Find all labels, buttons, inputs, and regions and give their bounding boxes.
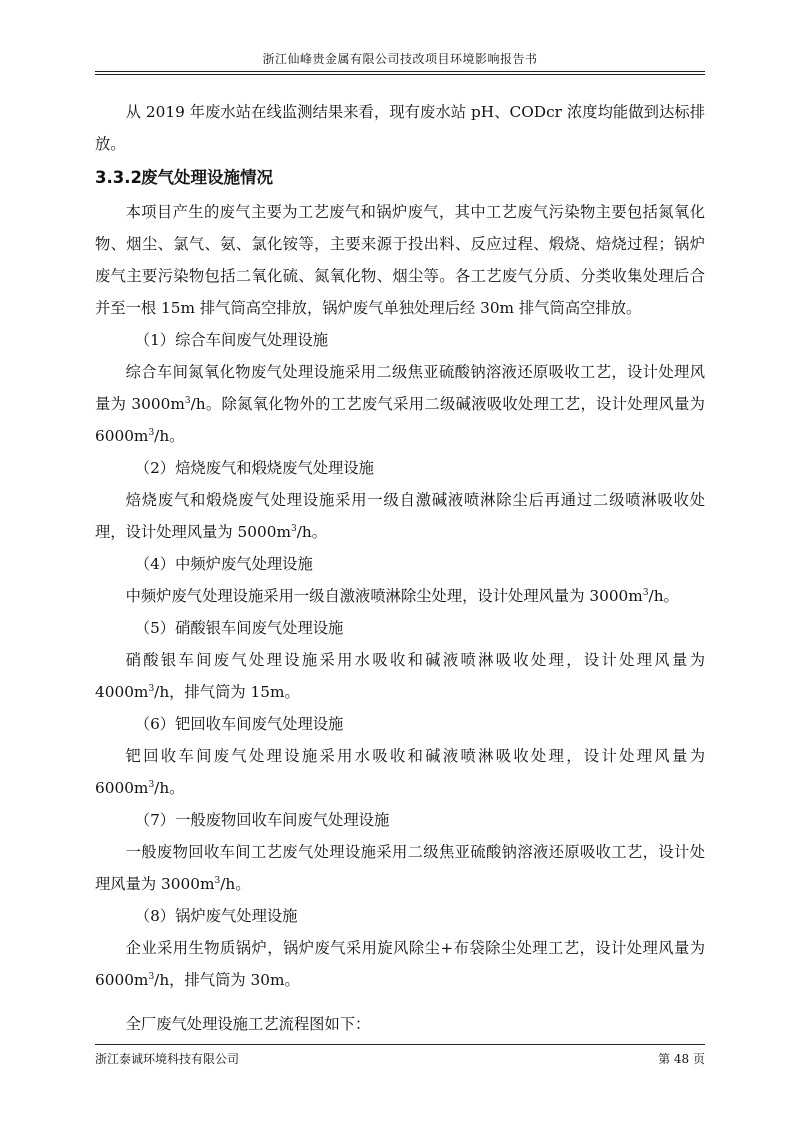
item-heading: （2）焙烧废气和煅烧废气处理设施 <box>134 459 374 477</box>
item-heading: （7）一般废物回收车间废气处理设施 <box>134 811 390 829</box>
section-title: 废气处理设施情况 <box>141 168 273 187</box>
item-heading: （6）钯回收车间废气处理设施 <box>134 715 344 733</box>
header-rule-double <box>95 74 705 75</box>
item-paragraph: 企业采用生物质锅炉，锅炉废气采用旋风除尘+布袋除尘处理工艺，设计处理风量为 $6000m^3/h$，排气筒为 30m。 <box>95 939 705 989</box>
footer-rule <box>95 1044 705 1045</box>
page-number: 第 48 页 <box>658 1052 705 1066</box>
document-body <box>95 96 705 1040</box>
section-number: 3.3.2 <box>95 168 142 187</box>
item-heading: （1）综合车间废气处理设施 <box>134 331 329 349</box>
item-heading: （5）硝酸银车间废气处理设施 <box>134 619 344 637</box>
item-paragraph: 焙烧废气和煅烧废气处理设施采用一级自激碱液喷淋除尘后再通过二级喷淋吸收处理，设计处理风量为 $5000m^3/h$。 <box>95 491 705 541</box>
item-heading: （4）中频炉废气处理设施 <box>134 555 313 573</box>
closing-paragraph: 全厂废气处理设施工艺流程图如下： <box>125 1015 371 1033</box>
footer-company: 浙江泰诚环境科技有限公司 <box>95 1052 240 1066</box>
item-paragraph: 综合车间氮氧化物废气处理设施采用二级焦亚硫酸钠溶液还原吸收工艺，设计处理风量为 $3000m^3/h$。除氮氧化物外的工艺废气采用二级碱液吸收处理工艺，设计处理风量为 $6000m^3/h$。 <box>95 363 705 445</box>
item-paragraph: 一般废物回收车间工艺废气处理设施采用二级焦亚硫酸钠溶液还原吸收工艺，设计处理风量为 $3000m^3/h$。 <box>95 843 705 893</box>
header-title: 浙江仙峰贵金属有限公司技改项目环境影响报告书 <box>262 52 538 66</box>
section-heading <box>95 160 705 196</box>
item-paragraph: 中频炉废气处理设施采用一级自激液喷淋除尘处理，设计处理风量为 $3000m^3/h$。 <box>125 587 679 605</box>
item-paragraph: 钯回收车间废气处理设施采用水吸收和碱液喷淋吸收处理，设计处理风量为 $6000m^3/h$。 <box>95 747 705 797</box>
header-rule <box>95 71 705 72</box>
item-heading: （8）锅炉废气处理设施 <box>134 907 298 925</box>
overview-paragraph: 本项目产生的废气主要为工艺废气和锅炉废气，其中工艺废气污染物主要包括氮氧化物、烟尘、氯气、氨、氯化铵等，主要来源于投出料、反应过程、煅烧、焙烧过程；锅炉废气主要污染物包括二氧化硫、氮氧化物、烟尘等。各工艺废气分质、分类收集处理后合并至一根 15m 排气筒高空排放，锅炉废气单独处理后经 30m 排气筒高空排放。 <box>95 203 705 317</box>
item-paragraph: 硝酸银车间废气处理设施采用水吸收和碱液喷淋吸收处理，设计处理风量为 $4000m^3/h$，排气筒为 15m。 <box>95 651 705 701</box>
intro-paragraph: 从 2019 年废水站在线监测结果来看，现有废水站 pH、CODcr 浓度均能做到达标排放。 <box>95 103 705 153</box>
